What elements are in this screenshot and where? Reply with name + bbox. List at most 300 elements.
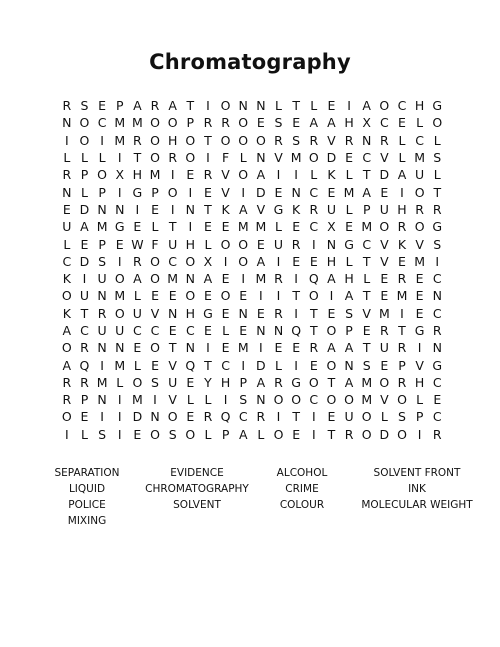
grid-letter: R <box>203 167 213 183</box>
grid-letter: N <box>238 98 248 114</box>
grid-letter: O <box>414 184 425 200</box>
grid-letter: L <box>416 115 424 131</box>
grid-letter: N <box>185 340 195 356</box>
grid-letter: R <box>203 409 213 425</box>
word-list-item: MOLECULAR WEIGHT <box>361 499 473 511</box>
grid-letter: A <box>397 167 407 183</box>
grid-letter: L <box>433 132 441 148</box>
grid-letter: V <box>221 184 230 200</box>
grid-letter: P <box>98 184 106 200</box>
grid-row <box>58 270 446 287</box>
grid-letter: O <box>132 374 143 390</box>
grid-letter: I <box>100 409 104 425</box>
grid-letter: R <box>80 374 89 390</box>
grid-letter: D <box>379 167 390 183</box>
grid-letter: V <box>380 253 389 269</box>
grid-letter: L <box>310 98 318 114</box>
grid-letter: I <box>276 253 281 269</box>
grid-letter: I <box>117 392 122 408</box>
grid-letter: R <box>203 115 213 131</box>
grid-letter: G <box>203 305 213 321</box>
grid-letter: O <box>185 288 196 304</box>
word-list-item: CRIME <box>285 483 319 495</box>
grid-letter: R <box>133 253 142 269</box>
grid-letter: M <box>255 271 267 287</box>
grid-letter: M <box>167 271 179 287</box>
grid-letter: I <box>294 357 298 373</box>
grid-letter: D <box>326 150 337 166</box>
grid-letter: N <box>432 288 442 304</box>
grid-letter: R <box>133 132 142 148</box>
grid-letter: L <box>133 357 141 373</box>
grid-letter: C <box>238 409 248 425</box>
grid-letter: G <box>291 374 301 390</box>
grid-letter: E <box>415 305 424 321</box>
grid-letter: P <box>80 392 89 408</box>
grid-letter: O <box>150 150 160 166</box>
word-list-item: POLICE <box>68 499 106 511</box>
grid-letter: E <box>80 236 89 252</box>
grid-letter: R <box>97 305 107 321</box>
grid-letter: E <box>380 184 389 200</box>
grid-letter: E <box>380 271 389 287</box>
grid-letter: F <box>151 236 159 252</box>
grid-letter: V <box>415 236 424 252</box>
grid-letter: N <box>167 305 178 321</box>
grid-letter: O <box>238 167 249 183</box>
grid-row <box>58 218 446 235</box>
grid-letter: S <box>80 98 89 114</box>
grid-row <box>58 253 446 270</box>
grid-letter: O <box>167 184 178 200</box>
grid-letter: R <box>291 236 301 252</box>
grid-letter: C <box>362 150 372 166</box>
grid-letter: V <box>380 236 389 252</box>
grid-letter: E <box>309 253 318 269</box>
grid-letter: A <box>362 98 371 114</box>
grid-letter: Q <box>308 271 319 287</box>
grid-letter: M <box>114 288 126 304</box>
grid-letter: L <box>275 219 282 235</box>
grid-letter: H <box>185 236 195 252</box>
grid-letter: C <box>309 184 319 200</box>
grid-letter: A <box>238 201 248 217</box>
grid-letter: V <box>256 201 266 217</box>
grid-letter: K <box>327 167 336 183</box>
grid-letter: O <box>61 288 72 304</box>
grid-letter: C <box>379 115 389 131</box>
grid-letter: H <box>185 305 195 321</box>
grid-letter: S <box>292 132 301 148</box>
grid-row <box>58 166 446 183</box>
grid-letter: M <box>237 219 249 235</box>
grid-letter: E <box>415 288 424 304</box>
grid-letter: P <box>186 115 195 131</box>
grid-letter: O <box>397 392 407 408</box>
grid-letter: V <box>168 357 177 373</box>
word-list-item: CHROMATOGRAPHY <box>145 483 249 495</box>
grid-letter: N <box>273 323 284 338</box>
grid-letter: D <box>379 426 390 442</box>
grid-letter: H <box>414 374 425 390</box>
word-list-item: COLOUR <box>279 499 325 511</box>
grid-letter: I <box>311 409 316 425</box>
grid-letter: N <box>97 392 107 408</box>
grid-letter: L <box>204 426 212 442</box>
grid-letter: V <box>380 150 389 166</box>
grid-letter: N <box>256 323 266 338</box>
grid-letter: R <box>256 409 266 425</box>
grid-letter: E <box>256 236 265 252</box>
grid-letter: I <box>188 219 193 235</box>
grid-letter: P <box>415 409 424 425</box>
grid-letter: O <box>150 426 160 442</box>
grid-letter: S <box>433 150 442 166</box>
grid-letter: A <box>362 184 371 200</box>
grid-letter: U <box>97 271 107 287</box>
grid-letter: I <box>294 167 298 183</box>
grid-letter: U <box>62 219 72 235</box>
grid-letter: D <box>256 184 266 200</box>
grid-letter: L <box>275 98 282 114</box>
grid-letter: C <box>397 98 407 114</box>
grid-letter: C <box>362 236 372 252</box>
grid-letter: E <box>203 323 212 338</box>
grid-letter: C <box>80 323 89 338</box>
grid-letter: P <box>221 426 230 442</box>
grid-letter: R <box>309 201 319 217</box>
grid-letter: M <box>361 392 373 408</box>
grid-row <box>58 305 446 322</box>
grid-letter: N <box>291 184 301 200</box>
grid-letter: L <box>398 132 406 148</box>
grid-letter: I <box>417 340 422 356</box>
grid-letter: M <box>237 340 249 356</box>
grid-letter: F <box>221 150 230 166</box>
grid-letter: M <box>290 150 302 166</box>
grid-letter: X <box>115 167 125 183</box>
grid-letter: D <box>132 409 143 425</box>
grid-letter: T <box>327 374 336 390</box>
grid-letter: L <box>222 323 230 338</box>
grid-letter: P <box>151 184 159 200</box>
grid-letter: E <box>327 409 336 425</box>
grid-letter: U <box>168 374 178 390</box>
grid-letter: C <box>432 374 442 390</box>
grid-letter: R <box>432 426 442 442</box>
grid-letter: I <box>241 184 246 200</box>
letter-grid <box>58 97 446 443</box>
grid-letter: E <box>274 340 283 356</box>
grid-letter: O <box>397 426 407 442</box>
grid-letter: I <box>117 150 122 166</box>
grid-row <box>58 149 446 166</box>
grid-letter: O <box>150 132 160 148</box>
grid-letter: N <box>97 288 107 304</box>
grid-letter: H <box>344 115 354 131</box>
grid-letter: R <box>62 374 72 390</box>
grid-letter: R <box>274 305 283 321</box>
grid-letter: N <box>62 115 72 131</box>
grid-letter: M <box>414 150 426 166</box>
grid-letter: I <box>206 150 210 166</box>
grid-letter: C <box>415 132 424 148</box>
grid-letter: I <box>117 409 122 425</box>
grid-letter: C <box>309 219 319 235</box>
grid-letter: I <box>329 288 334 304</box>
grid-letter: R <box>274 132 283 148</box>
grid-letter: T <box>204 132 212 148</box>
grid-letter: N <box>115 340 125 356</box>
grid-letter: R <box>62 167 72 183</box>
grid-letter: M <box>343 184 355 200</box>
grid-letter: E <box>256 305 265 321</box>
grid-letter: V <box>221 167 230 183</box>
grid-letter: R <box>432 201 442 217</box>
grid-letter: X <box>362 115 371 131</box>
grid-letter: O <box>361 426 372 442</box>
grid-letter: E <box>292 426 301 442</box>
grid-letter: C <box>133 323 142 338</box>
puzzle-title: Chromatography <box>149 50 351 74</box>
grid-letter: Q <box>185 357 196 373</box>
grid-letter: I <box>135 201 140 217</box>
grid-letter: N <box>97 201 107 217</box>
grid-letter: L <box>80 426 88 442</box>
grid-letter: I <box>259 340 263 356</box>
grid-letter: A <box>256 253 266 269</box>
grid-letter: I <box>435 253 440 269</box>
grid-letter: U <box>132 305 142 321</box>
grid-letter: S <box>398 409 406 425</box>
grid-letter: K <box>397 236 407 252</box>
grid-row <box>58 391 446 408</box>
grid-letter: I <box>400 305 404 321</box>
grid-letter: O <box>150 253 160 269</box>
grid-letter: L <box>151 219 159 235</box>
grid-letter: E <box>98 98 107 114</box>
grid-letter: K <box>62 271 71 287</box>
grid-letter: A <box>309 115 319 131</box>
grid-letter: G <box>432 219 443 235</box>
grid-letter: I <box>311 236 316 252</box>
grid-letter: M <box>396 288 408 304</box>
grid-letter: C <box>185 323 195 338</box>
grid-letter: M <box>96 374 108 390</box>
grid-letter: U <box>379 201 389 217</box>
grid-letter: O <box>414 219 425 235</box>
grid-letter: P <box>345 323 353 338</box>
grid-letter: S <box>239 392 248 408</box>
grid-letter: A <box>168 98 177 114</box>
word-list-item: EVIDENCE <box>170 467 224 479</box>
grid-row <box>58 426 446 443</box>
grid-letter: N <box>97 340 107 356</box>
grid-letter: I <box>170 167 175 183</box>
grid-letter: V <box>327 132 336 148</box>
grid-letter: E <box>221 219 230 235</box>
grid-letter: E <box>292 219 301 235</box>
grid-letter: M <box>131 115 143 131</box>
grid-letter: T <box>309 305 318 321</box>
grid-letter: U <box>168 236 178 252</box>
grid-letter: D <box>79 253 90 269</box>
grid-letter: S <box>274 115 283 131</box>
grid-letter: E <box>221 340 230 356</box>
grid-letter: G <box>344 236 354 252</box>
grid-letter: V <box>362 305 371 321</box>
grid-letter: T <box>168 340 177 356</box>
grid-letter: R <box>274 271 283 287</box>
grid-letter: O <box>185 150 196 166</box>
grid-letter: I <box>170 201 175 217</box>
grid-letter: N <box>256 392 266 408</box>
grid-letter: O <box>326 323 337 338</box>
grid-letter: O <box>344 392 354 408</box>
grid-letter: O <box>273 392 284 408</box>
grid-letter: P <box>98 236 106 252</box>
grid-letter: M <box>255 219 267 235</box>
grid-letter: O <box>238 115 249 131</box>
grid-row <box>58 339 446 356</box>
grid-letter: P <box>80 167 89 183</box>
grid-letter: I <box>241 271 246 287</box>
grid-letter: I <box>64 426 69 442</box>
grid-letter: O <box>361 409 372 425</box>
grid-letter: N <box>150 409 160 425</box>
grid-letter: O <box>308 288 319 304</box>
grid-letter: A <box>344 288 354 304</box>
grid-letter: L <box>380 409 388 425</box>
grid-letter: E <box>380 357 389 373</box>
grid-letter: O <box>379 374 390 390</box>
grid-letter: C <box>432 271 442 287</box>
grid-letter: T <box>433 184 442 200</box>
grid-letter: O <box>79 115 90 131</box>
grid-letter: L <box>433 167 441 183</box>
grid-letter: G <box>414 323 425 338</box>
grid-letter: O <box>291 392 302 408</box>
grid-letter: M <box>414 253 426 269</box>
grid-letter: O <box>150 340 160 356</box>
grid-letter: E <box>380 288 389 304</box>
grid-letter: A <box>62 323 72 338</box>
grid-letter: T <box>292 409 300 425</box>
grid-letter: H <box>414 98 425 114</box>
grid-letter: S <box>433 236 442 252</box>
grid-letter: M <box>131 392 143 408</box>
grid-letter: R <box>432 323 442 338</box>
grid-letter: G <box>114 219 125 235</box>
grid-letter: L <box>204 392 212 408</box>
grid-letter: O <box>238 132 249 148</box>
grid-letter: N <box>256 98 266 114</box>
grid-row <box>58 97 446 114</box>
grid-letter: U <box>344 409 354 425</box>
grid-letter: L <box>204 236 212 252</box>
grid-letter: R <box>221 115 230 131</box>
grid-letter: R <box>150 98 160 114</box>
grid-letter: K <box>221 201 230 217</box>
grid-row <box>58 356 446 373</box>
word-list-item: MIXING <box>67 515 107 527</box>
grid-letter: O <box>255 132 266 148</box>
grid-letter: E <box>186 374 195 390</box>
grid-letter: A <box>344 374 354 390</box>
grid-letter: T <box>292 98 300 114</box>
grid-letter: U <box>79 288 90 304</box>
grid-letter: V <box>168 392 177 408</box>
grid-letter: P <box>239 374 247 390</box>
grid-letter: O <box>379 98 390 114</box>
grid-letter: L <box>345 253 353 269</box>
grid-letter: R <box>309 132 319 148</box>
grid-letter: E <box>292 253 301 269</box>
grid-letter: E <box>327 98 336 114</box>
grid-letter: E <box>398 115 406 131</box>
grid-letter: E <box>221 305 230 321</box>
grid-letter: I <box>206 340 210 356</box>
grid-letter: T <box>362 253 371 269</box>
grid-letter: E <box>415 271 424 287</box>
grid-letter: R <box>415 201 424 217</box>
grid-letter: O <box>185 253 196 269</box>
grid-letter: P <box>362 201 371 217</box>
grid-letter: O <box>61 409 72 425</box>
grid-letter: E <box>203 184 212 200</box>
grid-letter: O <box>61 340 72 356</box>
grid-letter: O <box>326 392 337 408</box>
grid-letter: L <box>63 150 71 166</box>
grid-letter: X <box>327 219 336 235</box>
grid-letter: H <box>167 132 178 148</box>
grid-letter: C <box>309 392 319 408</box>
grid-letter: E <box>239 288 248 304</box>
grid-letter: N <box>326 236 337 252</box>
grid-letter: Q <box>79 357 90 373</box>
grid-letter: H <box>397 201 407 217</box>
grid-letter: R <box>397 271 407 287</box>
grid-letter: N <box>238 305 248 321</box>
grid-letter: D <box>79 201 90 217</box>
grid-row <box>58 201 446 218</box>
grid-row <box>58 235 446 252</box>
grid-letter: O <box>185 132 196 148</box>
grid-letter: E <box>256 115 265 131</box>
grid-letter: O <box>150 115 160 131</box>
word-list-item: ALCOHOL <box>276 467 328 479</box>
grid-letter: R <box>397 340 407 356</box>
grid-letter: E <box>151 357 159 373</box>
grid-letter: A <box>133 271 142 287</box>
grid-letter: E <box>168 288 177 304</box>
grid-letter: O <box>150 271 160 287</box>
grid-letter: V <box>380 392 389 408</box>
grid-letter: L <box>398 150 406 166</box>
grid-letter: R <box>168 150 177 166</box>
grid-letter: C <box>62 253 72 269</box>
grid-letter: T <box>362 288 371 304</box>
grid-letter: S <box>168 426 177 442</box>
grid-letter: C <box>97 115 107 131</box>
grid-letter: O <box>114 305 125 321</box>
grid-row <box>58 132 446 149</box>
grid-letter: S <box>98 253 107 269</box>
grid-letter: K <box>62 305 71 321</box>
grid-letter: I <box>276 288 281 304</box>
grid-letter: L <box>116 374 124 390</box>
grid-letter: A <box>256 167 266 183</box>
